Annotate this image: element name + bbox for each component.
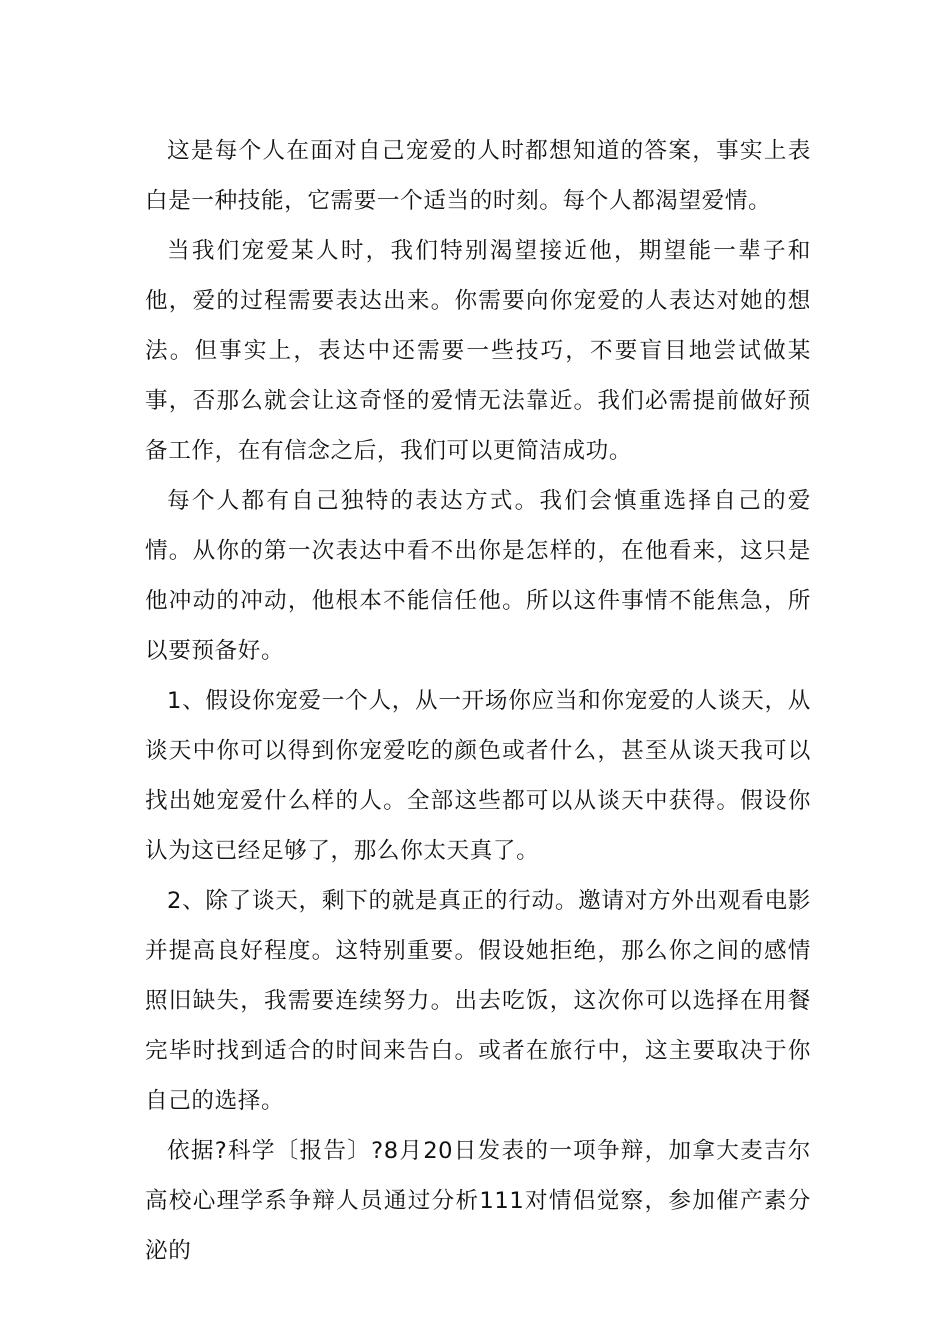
document-body	[145, 126, 811, 1276]
paragraph-4: 1、假设你宠爱一个人，从一开场你应当和你宠爱的人谈天，从谈天中你可以得到你宠爱吃的颜色或者什么，甚至从谈天我可以找出她宠爱什么样的人。全部这些都可以从谈天中获得。假设你认为这已经足够了，那么你太天真了。	[145, 688, 811, 864]
paragraph-1: 这是每个人在面对自己宠爱的人时都想知道的答案，事实上表白是一种技能，它需要一个适当的时刻。每个人都渴望爱情。	[145, 138, 811, 214]
paragraph-5: 2、除了谈天，剩下的就是真正的行动。邀请对方外出观看电影并提高良好程度。这特别重要。假设她拒绝，那么你之间的感情照旧缺失，我需要连续努力。出去吃饭，这次你可以选择在用餐完毕时找到适合的时间来告白。或者在旅行中，这主要取决于你自己的选择。	[145, 888, 811, 1114]
paragraph-3: 每个人都有自己独特的表达方式。我们会慎重选择自己的爱情。从你的第一次表达中看不出你是怎样的，在他看来，这只是他冲动的冲动，他根本不能信任他。所以这件事情不能焦急，所以要预备好。	[145, 488, 811, 664]
paragraph-2: 当我们宠爱某人时，我们特别渴望接近他，期望能一辈子和他，爱的过程需要表达出来。你需要向你宠爱的人表达对她的想法。但事实上，表达中还需要一些技巧，不要盲目地尝试做某事，否那么就会让这奇怪的爱情无法靠近。我们必需提前做好预备工作，在有信念之后，我们可以更简洁成功。	[145, 238, 811, 464]
paragraph-6: 依据?科学〔报告〕?8月20日发表的一项争辩，加拿大麦吉尔高校心理学系争辩人员通过分析111对情侣觉察，参加催产素分泌的	[145, 1138, 811, 1264]
